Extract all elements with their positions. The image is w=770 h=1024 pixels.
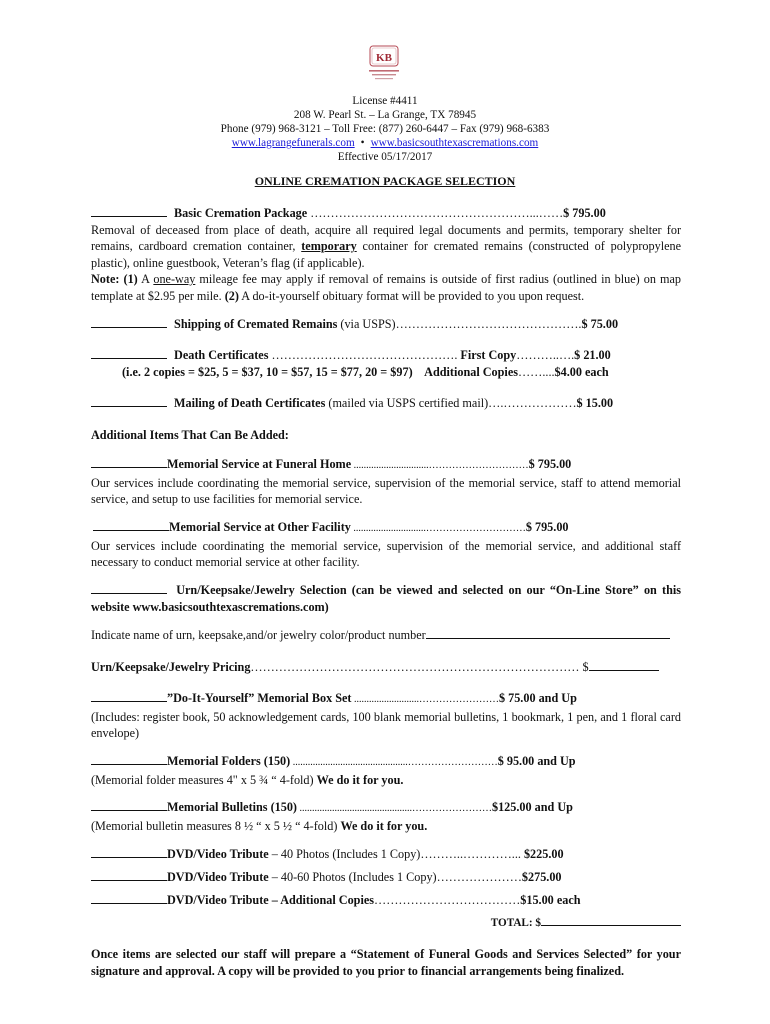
lagrange-funerals-link[interactable]: www.lagrangefunerals.com xyxy=(231,137,355,149)
basic-cremation-line xyxy=(91,205,681,222)
urn-product-field[interactable] xyxy=(426,627,670,639)
closing-statement: Once items are selected our staff will prepare a “Statement of Funeral Goods and Services Selected” for your signature and approval. A copy will be provided to you prior to financial arrangements being finalized. xyxy=(91,947,681,978)
diy-box-price: $ 75.00 and Up xyxy=(498,691,577,705)
dvd-additional-blank[interactable] xyxy=(91,892,167,904)
page-title: ONLINE CREMATION PACKAGE SELECTION xyxy=(254,174,516,188)
total-line xyxy=(91,914,681,932)
bulletins-price: $125.00 and Up xyxy=(491,800,573,814)
dvd-40-price: $225.00 xyxy=(520,847,564,861)
death-certificates-section: Death Certificates ………………………………………. First Copy………..….$ 21.00 (i.e. 2 copies = $25, 5 = $37, 10 = $57, 15 = $77, 20 = $97) Additional Copies……....$4.00 each xyxy=(91,347,681,380)
mailing-price: $ 15.00 xyxy=(576,396,614,410)
phone-numbers: Phone (979) 968-3121 – Toll Free: (877) 260-6447 – Fax (979) 968-6383 xyxy=(220,123,550,135)
memorial-home-blank[interactable] xyxy=(91,456,167,468)
memorial-bulletins-section: Memorial Bulletins (150) .............................................……………………$125.00 and Up (Memorial bulletin measures 8 ½ “ x 5 ½ “ 4-fold) We do it for you. xyxy=(91,799,681,834)
basic-cremation-section xyxy=(91,205,681,304)
dvd-60-price: $275.00 xyxy=(521,870,562,884)
license-number: License #4411 xyxy=(352,95,418,107)
dvd-additional-line: DVD/Video Tribute – Additional Copies………………………………$15.00 each xyxy=(91,892,681,909)
folders-description: (Memorial folder measures 4" x 5 ¾ “ 4-fold) We do it for you. xyxy=(91,772,404,787)
total-field[interactable] xyxy=(541,914,681,926)
dvd-60-line: DVD/Video Tribute – 40-60 Photos (Includes 1 Copy)…………………$275.00 xyxy=(91,869,681,886)
urn-blank[interactable] xyxy=(91,582,167,594)
memorial-home-price: $ 795.00 xyxy=(528,457,572,471)
urn-pricing-line: Urn/Keepsake/Jewelry Pricing……………………………………………………………………… $ xyxy=(91,659,681,676)
basic-cremation-price: $ 795.00 xyxy=(563,206,606,220)
basic-cremation-blank[interactable] xyxy=(91,205,167,217)
dvd-40-blank[interactable] xyxy=(91,846,167,858)
death-certificates-blank[interactable] xyxy=(91,347,167,359)
shipping-price: $ 75.00 xyxy=(581,317,619,331)
memorial-service-home-section: Memorial Service at Funeral Home ..............................…………………………$ 795.00 Our services include coordinating the memorial service, supervision of the memorial service, staff to attend memorial service, and setup to use facilities for memorial service. xyxy=(91,457,681,506)
first-copy-price: $ 21.00 xyxy=(574,348,611,362)
total-label: TOTAL: $ xyxy=(490,917,541,929)
basic-cremation-label: Basic Cremation Package xyxy=(174,206,308,220)
memorial-other-description: Our services include coordinating the memorial service, supervision of the memorial service, and additional staff necessary to conduct memorial service at other facility. xyxy=(91,538,681,569)
svg-text:KB: KB xyxy=(376,52,392,64)
memorial-folders-section: Memorial Folders (150) ..............................................………………………$ 95.00 and Up (Memorial folder measures 4" x 5 ¾ “ 4-fold) We do it for you. xyxy=(91,753,681,788)
diy-box-description: (Includes: register book, 50 acknowledgement cards, 100 blank memorial bulletins, 1 bookmark, 1 pen, and 1 floral card envelope) xyxy=(91,709,681,740)
mailing-label: Mailing of Death Certificates xyxy=(174,396,326,410)
urn-indicate-line: Indicate name of urn, keepsake,and/or jewelry color/product number xyxy=(91,627,681,644)
basic-cremation-description: Removal of deceased from place of death, acquire all required legal documents and permits, temporary shelter for remains, cardboard cremation container, temporary container for cremated remains (constructed of polypropylene plastic), online guestbook, Veteran’s flag (if applicable). xyxy=(91,222,681,270)
urn-selection-section xyxy=(91,582,681,615)
memorial-other-blank[interactable] xyxy=(93,519,169,531)
shipping-label: Shipping of Cremated Remains xyxy=(174,317,338,331)
dvd-60-blank[interactable] xyxy=(91,869,167,881)
funeral-home-logo xyxy=(361,44,407,84)
diy-box-label: ”Do-It-Yourself” Memorial Box Set xyxy=(167,691,352,705)
memorial-home-label: Memorial Service at Funeral Home xyxy=(167,457,352,471)
website-links xyxy=(0,136,770,150)
dvd-additional-price: $15.00 each xyxy=(520,893,581,907)
bulletins-description: (Memorial bulletin measures 8 ½ “ x 5 ½ “ 4-fold) We do it for you. xyxy=(91,818,428,833)
memorial-other-price: $ 795.00 xyxy=(525,520,569,534)
effective-date: Effective 05/17/2017 xyxy=(337,151,433,163)
link-separator: • xyxy=(360,137,365,149)
dvd-40-line: DVD/Video Tribute – 40 Photos (Includes 1 Copy)………..…………... $225.00 xyxy=(91,846,681,863)
urn-selection-label: Urn/Keepsake/Jewelry Selection (can be viewed and selected on our “On-Line Store” on this website www.basicsouthtexascremations.com) xyxy=(91,583,682,614)
memorial-service-other-section: Memorial Service at Other Facility .............................…………………………$ 795.00 Our services include coordinating the memorial service, supervision of the memorial service, and additional staff necessary to conduct memorial service at other facility. xyxy=(91,520,681,569)
basic-cremation-note: Note: (1) A one-way mileage fee may apply if removal of remains is outside of first radius (outlined in blue) on map template at $2.95 per mile. (2) A do-it-yourself obituary format will be provided to you upon request. xyxy=(91,272,682,303)
death-certificates-pricing: (i.e. 2 copies = $25, 5 = $37, 10 = $57, 15 = $77, 20 = $97) Additional Copies……....$4.00 each xyxy=(122,364,609,379)
memorial-other-label: Memorial Service at Other Facility xyxy=(169,520,351,534)
diy-box-blank[interactable] xyxy=(91,690,167,702)
address: 208 W. Pearl St. – La Grange, TX 78945 xyxy=(293,109,477,121)
mailing-blank[interactable] xyxy=(91,395,167,407)
leader: ………………………………………………...…… xyxy=(307,206,564,220)
urn-pricing-field[interactable] xyxy=(589,659,659,671)
diy-box-section: ”Do-It-Yourself” Memorial Box Set ..........................……………………$ 75.00 and Up (Includes: register book, 50 acknowledgement cards, 100 blank memorial bulletins, 1 bookmark, 1 pen, and 1 floral card envelope) xyxy=(91,691,681,740)
death-certificates-label: Death Certificates xyxy=(174,348,269,362)
memorial-home-description: Our services include coordinating the memorial service, supervision of the memorial service, staff to attend memorial service, and setup to use facilities for memorial service. xyxy=(91,475,681,506)
folders-price: $ 95.00 and Up xyxy=(497,754,576,768)
folders-label: Memorial Folders (150) xyxy=(167,754,291,768)
temporary-emphasis: temporary xyxy=(301,239,357,253)
shipping-line: Shipping of Cremated Remains (via USPS)……………………………………….$ 75.00 xyxy=(91,316,681,333)
shipping-blank[interactable] xyxy=(91,316,167,328)
mailing-line: Mailing of Death Certificates (mailed via USPS certified mail)….………………$ 15.00 xyxy=(91,395,681,412)
additional-items-heading: Additional Items That Can Be Added: xyxy=(91,428,289,442)
basic-south-texas-link[interactable]: www.basicsouthtexascremations.com xyxy=(370,137,539,149)
bulletins-blank[interactable] xyxy=(91,799,167,811)
bulletins-label: Memorial Bulletins (150) xyxy=(167,800,297,814)
folders-blank[interactable] xyxy=(91,753,167,765)
